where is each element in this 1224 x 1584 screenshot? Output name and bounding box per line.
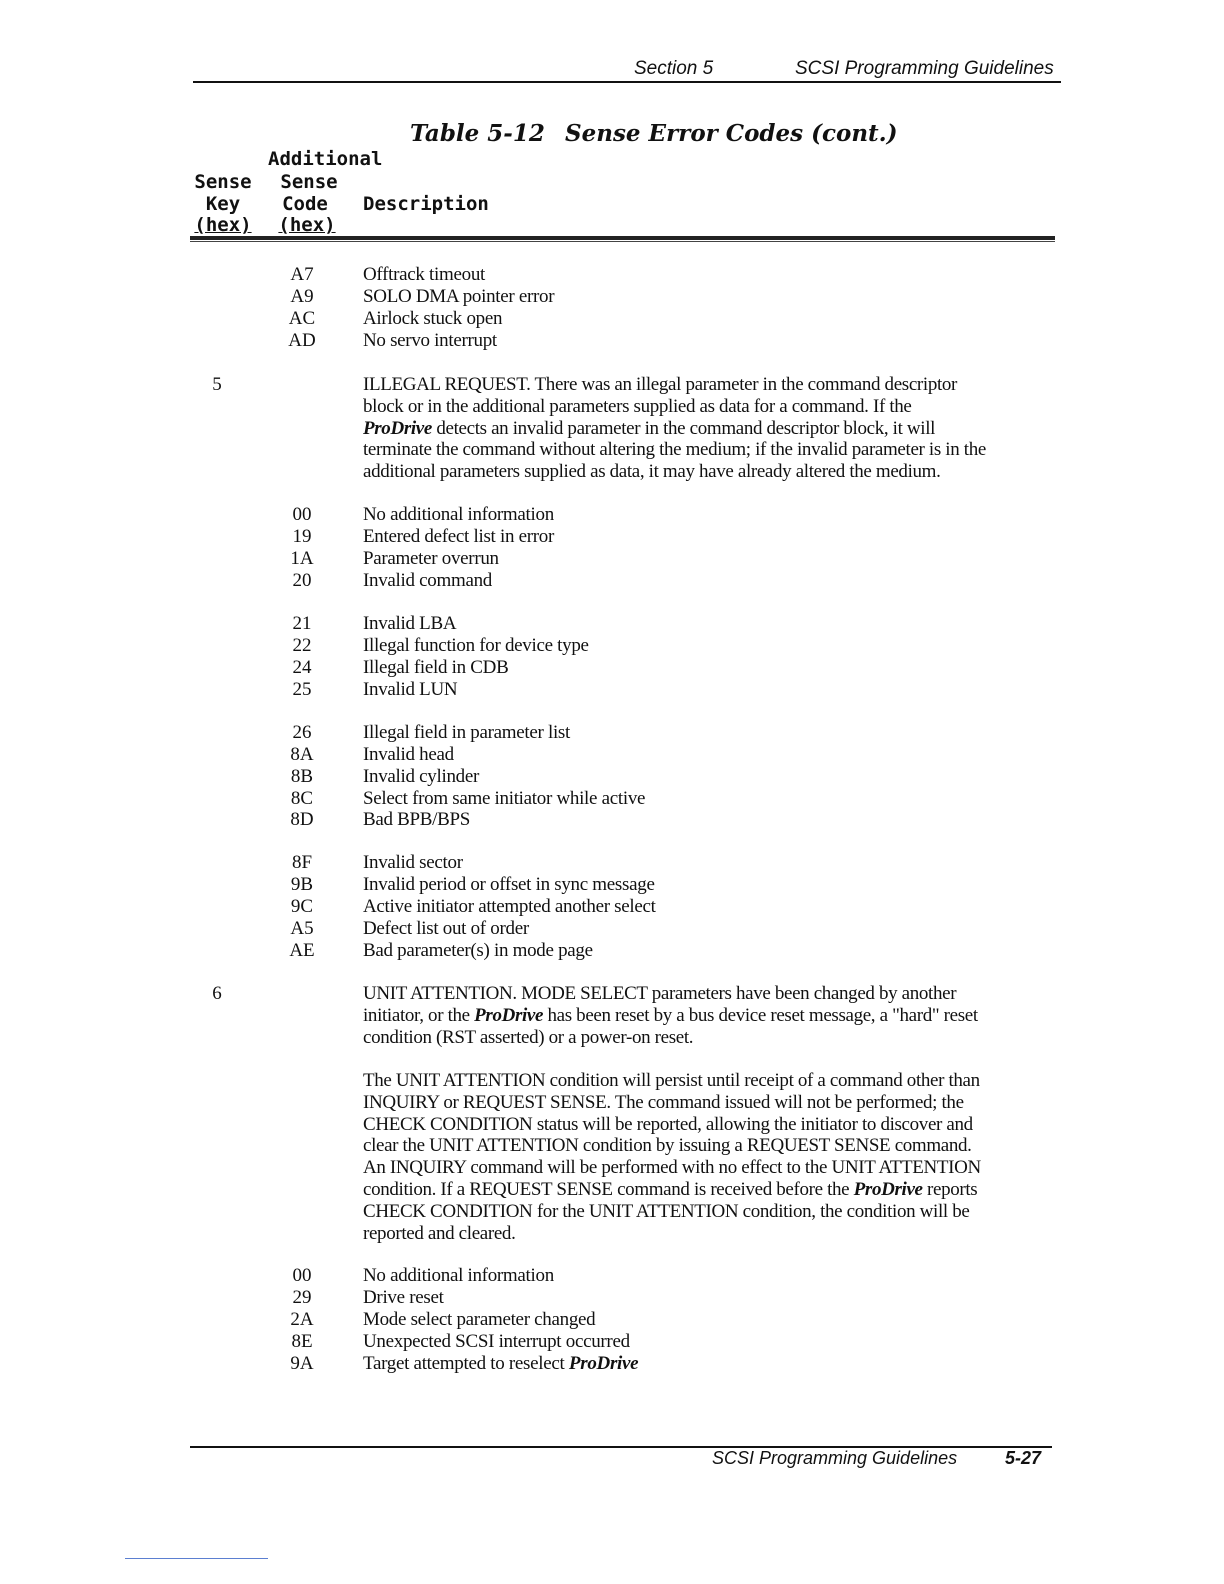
- code-description: Invalid sector: [363, 852, 463, 873]
- sense-code: AD: [288, 330, 316, 351]
- sense-code: 8D: [290, 809, 314, 830]
- running-header-section: Section 5: [634, 58, 714, 79]
- code-description: Airlock stuck open: [363, 308, 503, 329]
- code-description: Mode select parameter changed: [363, 1309, 596, 1330]
- unit-attention-paragraph-2: [363, 1070, 1053, 1244]
- paragraph-line: additional parameters supplied as data, it may have already altered the medium.: [363, 461, 941, 483]
- sense-code: A5: [290, 918, 314, 939]
- paragraph-line: INQUIRY or REQUEST SENSE. The command issued will not be performed; the: [363, 1091, 964, 1113]
- col-head-code: Code: [282, 193, 328, 215]
- code-description: Drive reset: [363, 1287, 444, 1308]
- sense-key-6: 6: [212, 983, 222, 1004]
- sense-code: 00: [292, 504, 312, 525]
- sense-code: 8C: [290, 788, 314, 809]
- code-description: Offtrack timeout: [363, 264, 486, 285]
- table-number: Table 5-12: [410, 120, 545, 147]
- page-number: 5-27: [1005, 1448, 1042, 1468]
- code-description: Unexpected SCSI interrupt occurred: [363, 1331, 630, 1352]
- sense-code: 21: [292, 613, 312, 634]
- paragraph-line: UNIT ATTENTION. MODE SELECT parameters have been changed by another: [363, 983, 957, 1004]
- illegal-request-paragraph: [363, 374, 1053, 483]
- sense-code: 8B: [290, 766, 314, 787]
- code-description: Invalid cylinder: [363, 766, 480, 787]
- paragraph-line: [363, 418, 1053, 440]
- sense-code: 8A: [290, 744, 314, 765]
- running-header-chapter: SCSI Programming Guidelines: [795, 58, 1054, 79]
- col-head-sense-code: Sense: [280, 171, 338, 193]
- code-description: Illegal field in CDB: [363, 657, 509, 678]
- paragraph-line: [363, 1179, 1053, 1201]
- code-description: Invalid period or offset in sync message: [363, 874, 655, 895]
- code-description: Invalid command: [363, 570, 492, 591]
- sense-code: 9B: [290, 874, 314, 895]
- sense-code: 00: [292, 1265, 312, 1286]
- code-description: SOLO DMA pointer error: [363, 286, 555, 307]
- col-head-description: Description: [363, 193, 489, 215]
- col-head-hex-key: (hex): [194, 214, 252, 236]
- sense-code: 24: [292, 657, 312, 678]
- paragraph-line: block or in the additional parameters supplied as data for a command. If the: [363, 395, 912, 417]
- sense-code: 25: [292, 679, 312, 700]
- paragraph-line: The UNIT ATTENTION condition will persist until receipt of a command other than: [363, 1070, 980, 1091]
- header-rule: [193, 81, 1061, 83]
- code-description: Active initiator attempted another select: [363, 896, 656, 917]
- sense-code: 22: [292, 635, 312, 656]
- paragraph-line-part: reports: [922, 1178, 978, 1200]
- code-description: Select from same initiator while active: [363, 788, 646, 809]
- brand-prodrive: ProDrive: [853, 1178, 923, 1200]
- brand-prodrive: ProDrive: [363, 417, 432, 439]
- code-description: No additional information: [363, 1265, 554, 1286]
- col-head-additional: Additional: [268, 148, 383, 170]
- sense-key-5: 5: [212, 374, 222, 395]
- table-head-rule-thin: [190, 241, 1055, 242]
- table-name: Sense Error Codes (cont.): [565, 120, 898, 147]
- col-head-sense-key: Sense: [194, 171, 252, 193]
- code-description: Illegal function for device type: [363, 635, 589, 656]
- paragraph-line-rest: detects an invalid parameter in the command descriptor block, it will: [431, 417, 936, 439]
- sense-code: AC: [288, 308, 316, 329]
- code-description: Bad BPB/BPS: [363, 809, 471, 830]
- col-head-key: Key: [205, 193, 241, 215]
- code-description: [363, 1353, 638, 1375]
- sense-code: 8E: [291, 1331, 313, 1352]
- paragraph-line: condition (RST asserted) or a power-on reset.: [363, 1026, 694, 1048]
- sense-code: 1A: [290, 548, 314, 569]
- paragraph-line: ILLEGAL REQUEST. There was an illegal parameter in the command descriptor: [363, 374, 958, 395]
- code-description: Invalid LUN: [363, 679, 458, 700]
- paragraph-line: clear the UNIT ATTENTION condition by issuing a REQUEST SENSE command.: [363, 1135, 972, 1157]
- paragraph-line: [363, 1005, 1053, 1027]
- brand-prodrive: ProDrive: [474, 1004, 544, 1026]
- sense-code: 8F: [291, 852, 313, 873]
- table-head-rule: [190, 236, 1055, 240]
- code-description: Invalid head: [363, 744, 454, 765]
- paragraph-line-part: condition. If a REQUEST SENSE command is received before the: [363, 1178, 854, 1200]
- code-description: Bad parameter(s) in mode page: [363, 940, 593, 961]
- col-head-hex-code: (hex): [278, 214, 336, 236]
- sense-code: 29: [292, 1287, 312, 1308]
- paragraph-line-part: has been reset by a bus device reset message, a "hard" reset: [543, 1004, 978, 1026]
- paragraph-line: An INQUIRY command will be performed with no effect to the UNIT ATTENTION: [363, 1157, 981, 1179]
- paragraph-line: terminate the command without altering the medium; if the invalid parameter is in the: [363, 439, 986, 461]
- code-description-text: Target attempted to reselect: [363, 1353, 569, 1374]
- paragraph-line-part: initiator, or the: [363, 1004, 475, 1026]
- code-description: No servo interrupt: [363, 330, 497, 351]
- code-description: Entered defect list in error: [363, 526, 555, 547]
- code-description: Invalid LBA: [363, 613, 457, 634]
- sense-code: AE: [289, 940, 315, 961]
- sense-code: 2A: [290, 1309, 314, 1330]
- paragraph-line: CHECK CONDITION for the UNIT ATTENTION condition, the condition will be: [363, 1200, 970, 1222]
- sense-code: 20: [292, 570, 312, 591]
- code-description: Illegal field in parameter list: [363, 722, 571, 743]
- code-description: Parameter overrun: [363, 548, 499, 569]
- code-description: Defect list out of order: [363, 918, 529, 939]
- sense-code: 19: [292, 526, 312, 547]
- footer-title: SCSI Programming Guidelines: [712, 1448, 958, 1468]
- sense-code: 26: [292, 722, 312, 743]
- paragraph-line: CHECK CONDITION status will be reported, allowing the initiator to discover and: [363, 1113, 973, 1135]
- sense-code: A9: [290, 286, 314, 307]
- code-description: No additional information: [363, 504, 554, 525]
- sense-code: 9C: [290, 896, 314, 917]
- unit-attention-paragraph-1: [363, 983, 1053, 1048]
- paragraph-line: reported and cleared.: [363, 1222, 516, 1244]
- sense-code: 9A: [290, 1353, 314, 1374]
- brand-prodrive: ProDrive: [568, 1353, 639, 1374]
- sense-code: A7: [290, 264, 314, 285]
- page-edge-mark: [125, 1558, 268, 1559]
